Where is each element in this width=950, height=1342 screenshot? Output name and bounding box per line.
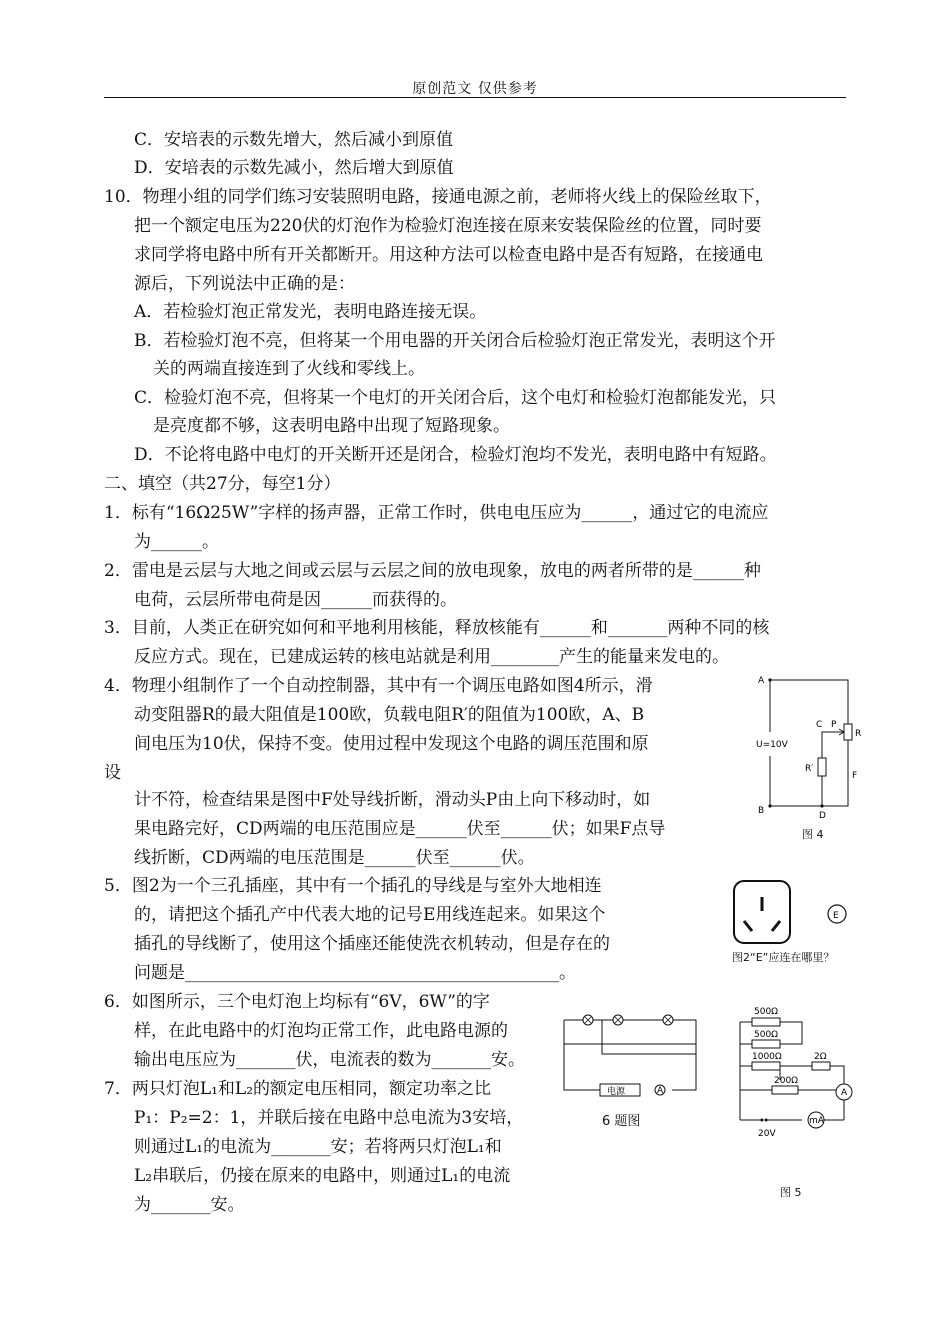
- text-line: 果电路完好，CD两端的电压范围应是______伏至______伏；如果F点导: [134, 819, 666, 839]
- text-line: 把一个额定电压为220伏的灯泡作为检验灯泡连接在原来安装保险丝的位置，同时要: [134, 216, 762, 236]
- figure-6-caption: 6 题图: [602, 1114, 641, 1129]
- text-line: C．检验灯泡不亮，但将某一个电灯的开关闭合后，这个电灯和检验灯泡都能发光，只: [134, 388, 777, 408]
- text-line: 的，请把这个插孔产中代表大地的记号E用线连起来。如果这个: [134, 905, 606, 925]
- text-line: 反应方式。现在，已建成运转的核电站就是利用________产生的能量来发电的。: [134, 647, 729, 667]
- text-line: 6．如图所示，三个电灯泡上均标有“6V，6W”的字: [104, 992, 490, 1012]
- text-line: 7．两只灯泡L₁和L₂的额定电压相同，额定功率之比: [104, 1079, 492, 1099]
- text-line: 5．图2为一个三孔插座，其中有一个插孔的导线是与室外大地相连: [104, 876, 602, 896]
- page-header: 原创范文 仅供参考: [412, 81, 538, 97]
- text-line: 源后，下列说法中正确的是：: [134, 274, 355, 294]
- text-line: 样，在此电路中的灯泡均正常工作，此电路电源的: [134, 1021, 508, 1041]
- text-line: 问题是____________________________________________。: [134, 963, 576, 983]
- fig2-earth-mark: E: [833, 911, 839, 921]
- text-line: 2．雷电是云层与大地之间或云层与云层之间的放电现象，放电的两者所带的是______种: [104, 561, 761, 581]
- text-line: D．不论将电路中电灯的开关断开还是闭合，检验灯泡均不发光，表明电路中有短路。: [134, 445, 777, 465]
- text-line: 则通过L₁的电流为_______安；若将两只灯泡L₁和: [134, 1137, 502, 1157]
- text-line: 为_______安。: [134, 1195, 245, 1215]
- text-line: 动变阻器R的最大阻值是100欧，负载电阻R′的阻值为100欧，A、B: [134, 705, 645, 725]
- text-line: 1．标有“16Ω25W”字样的扬声器，正常工作时，供电电压应为______，通过它的电流应: [104, 503, 769, 523]
- figure-5-caption: 图 5: [780, 1186, 802, 1199]
- text-line: A．若检验灯泡正常发光，表明电路连接无误。: [134, 302, 487, 322]
- text-line: 输出电压应为_______伏，电流表的数为_______安。: [134, 1050, 525, 1070]
- figure-4-caption: 图 4: [802, 828, 824, 841]
- figure-2-socket: [728, 877, 888, 947]
- fig5-r5: 200Ω: [774, 1076, 799, 1086]
- text-line: 二、填空（共27分，每空1分）: [104, 474, 341, 494]
- text-line: 计不符，检查结果是图中F处导线折断，滑动头P由上向下移动时，如: [134, 790, 651, 810]
- text-line: L₂串联后，仍接在原来的电路中，则通过L₁的电流: [134, 1166, 511, 1186]
- fig4-voltage: U=10V: [756, 740, 788, 750]
- text-line: 10．物理小组的同学们练习安装照明电路，接通电源之前，老师将火线上的保险丝取下，: [104, 187, 772, 207]
- text-line: D．安培表的示数先减小，然后增大到原值: [134, 158, 454, 178]
- text-line: C．安培表的示数先增大，然后减小到原值: [134, 130, 454, 150]
- text-line: P₁：P₂=2：1，并联后接在电路中总电流为3安培，: [134, 1108, 524, 1128]
- fig4-label-rprime: R′: [805, 764, 814, 774]
- fig4-label-a: A: [758, 676, 765, 686]
- fig4-label-b: B: [758, 806, 765, 816]
- fig5-milliammeter: mA: [809, 1116, 824, 1126]
- text-line: 为______。: [134, 532, 219, 552]
- fig5-r2: 500Ω: [754, 1030, 779, 1040]
- text-line: 求同学将电路中所有开关都断开。用这种方法可以检查电路中是否有短路，在接通电: [134, 245, 763, 265]
- fig4-label-p: P: [831, 720, 837, 730]
- text-line: 3．目前，人类正在研究如何和平地利用核能，释放核能有______和_______两种不同的核: [104, 618, 770, 638]
- figure-2-caption: 图2“E”应连在哪里？: [732, 951, 835, 964]
- fig5-r1: 500Ω: [754, 1007, 779, 1017]
- fig6-ammeter-label: A: [657, 1086, 664, 1096]
- fig4-label-d: D: [819, 811, 826, 821]
- fig5-voltage: 20V: [758, 1129, 776, 1139]
- fig4-label-c: C: [816, 720, 823, 730]
- text-line: 关的两端直接连到了火线和零线上。: [153, 359, 425, 379]
- text-line: 线折断，CD两端的电压范围是______伏至______伏。: [134, 848, 535, 868]
- figure-5-circuit: [732, 1002, 862, 1182]
- fig5-ammeter: A: [841, 1088, 848, 1098]
- figure-6-circuit: [560, 1004, 700, 1104]
- text-line: B．若检验灯泡不亮，但将某一个用电器的开关闭合后检验灯泡正常发光，表明这个开: [134, 331, 776, 351]
- fig5-r4: 2Ω: [814, 1052, 827, 1062]
- text-line: 电荷，云层所带电荷是因______而获得的。: [134, 590, 457, 610]
- figure-4-circuit: [752, 672, 864, 842]
- text-line: 是亮度都不够，这表明电路中出现了短路现象。: [153, 416, 510, 436]
- text-line: 插孔的导线断了，使用这个插座还能使洗衣机转动，但是存在的: [134, 934, 610, 954]
- fig4-label-r: R: [855, 729, 862, 739]
- text-line: 4．物理小组制作了一个自动控制器，其中有一个调压电路如图4所示，滑: [104, 676, 653, 696]
- text-line: 间电压为10伏，保持不变。使用过程中发现这个电路的调压范围和原: [134, 734, 649, 754]
- fig5-r3: 1000Ω: [752, 1052, 782, 1062]
- text-line: 设: [104, 763, 121, 783]
- fig4-label-f: F: [852, 771, 858, 781]
- header-rule: [104, 97, 846, 98]
- fig6-source-label: 电源: [607, 1087, 626, 1097]
